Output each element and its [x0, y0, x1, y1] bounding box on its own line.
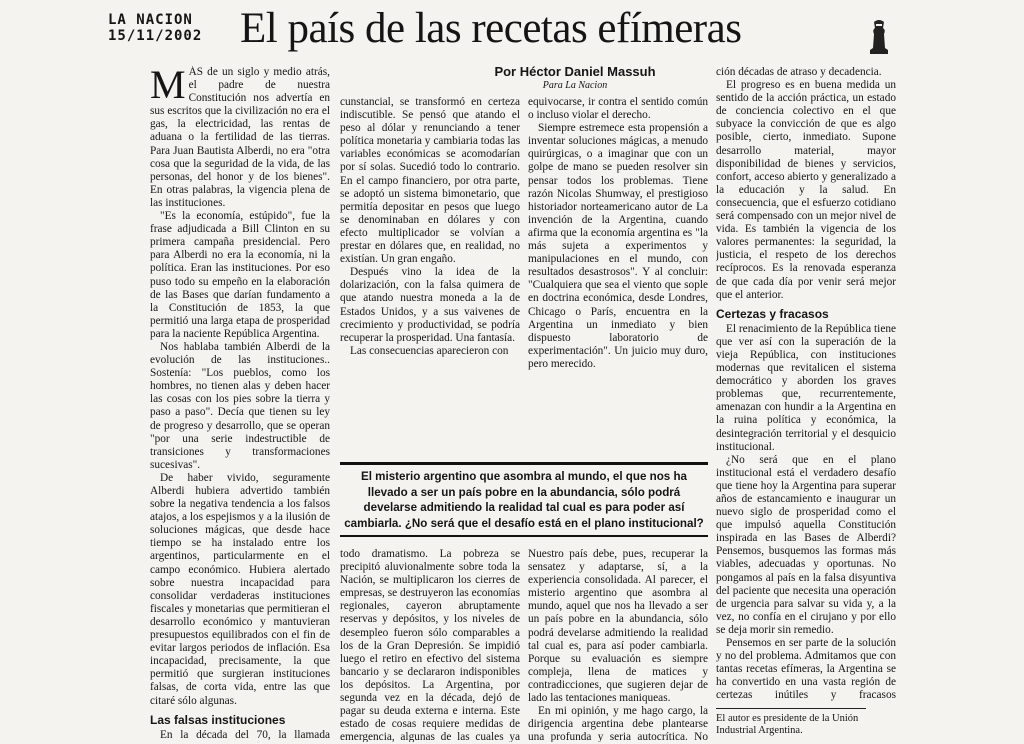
paragraph: ¿No será que en el plano institucional está el verdadero desafío que tiene hoy la Argentina para superar años de estancamiento e inaugurar un nuevo siglo de prosperidad como el que impulsó aquella Constitución inspirada en las Bases de Alberdi? Pensemos, busquemos las formas más viables, adecuadas y oportunas. No pongamos al país en la falsa disyuntiva del paciente que necesita una operación de urgencia para salvar su vida y, a la vez, no confía en el cirujano y por ello se deja morir sin remedio.	[716, 453, 896, 636]
byline-sub: Para La Nacion	[542, 80, 608, 91]
author-footnote: El autor es presidente de la Unión Industrial Argentina.	[716, 713, 859, 736]
column-1	[150, 66, 330, 742]
paragraph: El progreso es en buena medida un sentido de la acción práctica, un estado de conciencia colectivo en el que subyace la convicción de que es algo posible, cierto, inmediato. Supone desarrollo material, mayor disponibilidad de bienes y servicios, confort, acceso abierto y generalizado a la educación y la salud. En consecuencia, que el esfuerzo cotidiano será compensado con un mejor nivel de vida. Es también la vigencia de los valores permanentes: la seguridad, la justicia, el respeto de los derechos recíprocos. Es la renovada esperanza de que cada día por venir será mejor que el anterior.	[716, 79, 896, 301]
masthead	[108, 12, 202, 44]
paragraph: todo dramatismo. La pobreza se precipitó aluvionalmente sobre toda la Nación, se multiplicaron los cierres de empresas, se destruyeron las economías regionales, cayeron abruptamente reservas y depósitos, y los niveles de desempleo fueron sólo comparables a los de la Gran Depresión. Se impidió luego el retiro en efectivo del sistema bancario y se declararon indisponibles los depósitos. La Argentina, por segunda vez en la década, dejó de pagar su deuda externa e interna. Este estado de cosas requiere medidas de emergencia, algunas de las cuales ya	[340, 548, 520, 742]
article-title: El país de las recetas efímeras	[240, 5, 742, 52]
paragraph: "Es la economía, estúpido", fue la frase adjudicada a Bill Clinton en su primera campaña presidencial. Pero para Alberdi no era la economía, ni la política. Eran las instituciones. Por eso puso todo su empeño en la elaboración de las Bases que darían fundamento a la Constitución de 1853, la que permitió una larga etapa de prosperidad para la naciente República Argentina.	[150, 210, 330, 340]
masthead-date: 15/11/2002	[108, 28, 203, 44]
byline: Por Héctor Daniel Massuh	[494, 64, 656, 79]
paragraph: Nuestro país debe, pues, recuperar la sensatez y adaptarse, sí, a la experiencia consolidada. Al parecer, el misterio argentino que asombra al mundo, aquel que nos ha llevado a ser un país pobre en la abundancia, sólo podrá develarse admitiendo la realidad tal cual es, para así poder cambiarla. Porque su evaluación es siempre compleja, llena de matices y contradicciones, que sugieren dejar de lado las tentaciones maniqueas.	[528, 548, 708, 705]
section-heading: Las falsas instituciones	[150, 712, 286, 727]
paragraph: cunstancial, se transformó en certeza indiscutible. Se pensó que atando el peso al dólar y renunciando a tener política monetaria y cambiaria todas las variables económicas se acomodarían por sí solas. Sucedió todo lo contrario. En el campo financiero, por otra parte, se adoptó un sistema bimonetario, que permitía depositar en pesos que luego se denominaban en dólares y con efecto multiplicador se volvían a prestar en dólares que, en realidad, no existían. Un gran engaño.	[340, 96, 520, 266]
byline-block	[430, 64, 720, 92]
column-3-bottom	[528, 548, 708, 742]
paragraph-text: ÁS de un siglo y medio atrás, el padre de nuestra Constitución nos advertía en sus escritos que la civilización no era el gas, la electricidad, las rentas de aduana o la fertilidad de las tierras. Para Juan Bautista Alberdi, no era "otra cosa que la seguridad de la vida, de las personas, del honor y de los bienes". En otras palabras, la vigencia plena de las instituciones.	[150, 66, 330, 209]
logo-icon	[868, 18, 890, 56]
paragraph: ción décadas de atraso y decadencia.	[716, 66, 882, 78]
pull-quote: El misterio argentino que asombra al mundo, el que nos ha llevado a ser un país pobre en la abundancia, sólo podrá develarse admitiendo la realidad tal cual es para poder así cambiarla. ¿No será que el desafío está en el plano institucional?	[340, 462, 708, 537]
paragraph: equivocarse, ir contra el sentido común o incluso violar el derecho.	[528, 96, 708, 122]
footnote-divider	[716, 708, 866, 709]
paragraph: En mi opinión, y me hago cargo, la dirigencia argentina debe plantearse una profunda y seria autocrítica. No	[528, 705, 708, 742]
column-4	[716, 66, 896, 704]
paragraph: En la década del 70, la llamada	[160, 728, 330, 741]
paragraph: Las consecuencias aparecieron con	[350, 344, 509, 357]
column-2-top	[340, 96, 520, 456]
paragraph: Nos hablaba también Alberdi de la evolución de las instituciones.. Sostenía: "Los pueblos, como los hombres, no tienen alas y deben hacer las cosas con los pies sobre la tierra y paso a paso". Decía que tienen su ley de progreso y desarrollo, que se operan "por una serie indestructible de transiciones y transformaciones sucesivas".	[150, 340, 330, 471]
dropcap: M	[150, 66, 186, 107]
paragraph: El renacimiento de la República tiene que ver así con la superación de la vieja República, con instituciones modernas que revitalicen el sistema democrático y aborden los graves problemas que, recurrentemente, amenazan con hundir a la Argentina en la ruina política y económica, la desintegración territorial y el desquicio institucional.	[716, 322, 896, 453]
paragraph: Después vino la idea de la dolarización, con la falsa quimera de que atando nuestra moneda a la de Estados Unidos, y a sus vaivenes de crecimiento y productividad, se podría recuperar la prosperidad. Una fantasía.	[340, 266, 520, 344]
masthead-paper: LA NACION	[108, 12, 193, 28]
paragraph	[150, 66, 330, 210]
paragraph: Pensemos en ser parte de la solución y no del problema. Admitamos que con tantas recetas efímeras, la Argentina se ha convertido en una vasta región de certezas inútiles y fracasos	[716, 637, 896, 702]
section-heading: Certezas y fracasos	[716, 306, 829, 321]
paragraph: De haber vivido, seguramente Alberdi hubiera advertido también sobre la negativa tendencia a los falsos atajos, a los espejismos y a la ilusión de soluciones mágicas, que desde hace tiempo se ha instalado entre los argentinos, particularmente en el campo económico. Hubiera alertado sobre nuestra incapacidad para consolidar verdaderas instituciones fiscales y monetarias que permitieran el desarrollo económico y mantuvieran presupuestos equilibrados con el fin de evitar largos periodos de inflación. Esa incapacidad, precisamente, la que permitió que surgieran instituciones falsas, de corta vida, entre las que citaré sólo algunas.	[150, 471, 330, 707]
column-2-bottom	[340, 548, 520, 742]
column-3-top	[528, 96, 708, 456]
paragraph: Siempre estremece esta propensión a inventar soluciones mágicas, a menudo quirúrgicas, o a imaginar que con un golpe de mano se pueden resolver sin pensar todos los problemas. Tiene razón Nicolas Shumway, el prestigioso historiador norteamericano autor de La invención de la Argentina, cuando afirma que la economía argentina es "la más sujeta a experimentos y manipulaciones en el mundo, con resultados desastrosos". Y al concluir: "Cualquiera que sea el viento que sople en doctrina económica, desde Londres, Chicago o París, encuentra en la Argentina un inmediato y bien dispuesto laboratorio de experimentación". Un juicio muy duro, pero merecido.	[528, 122, 708, 370]
